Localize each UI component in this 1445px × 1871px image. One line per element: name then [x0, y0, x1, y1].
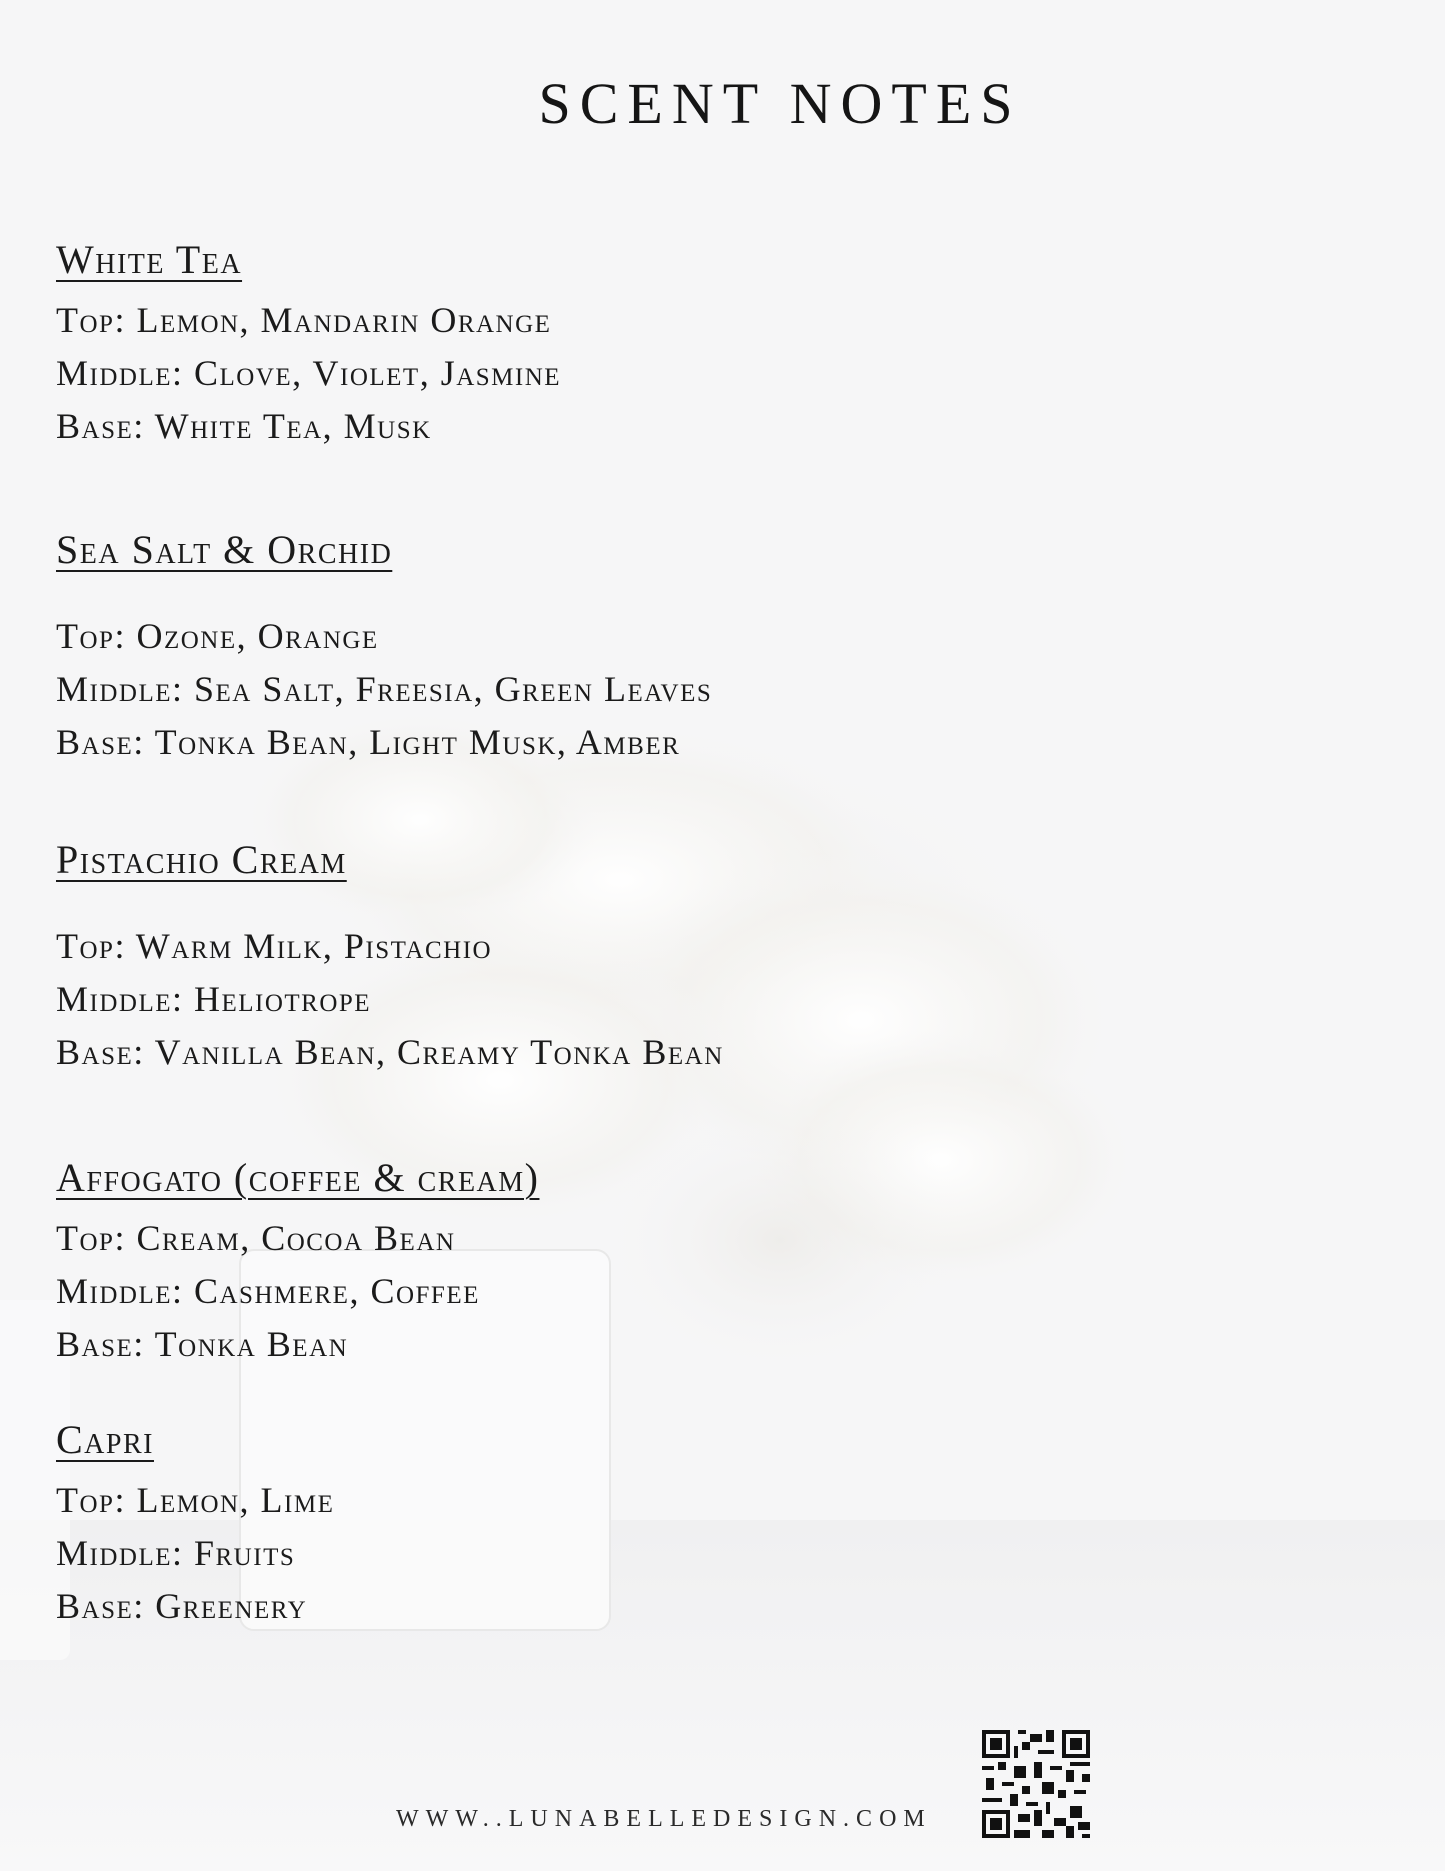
scent-name: White Tea: [56, 237, 243, 282]
page-title: SCENT NOTES: [538, 71, 1022, 136]
note-top: Top: Lemon, Lime: [56, 1480, 335, 1520]
note-middle: Middle: Fruits: [56, 1533, 296, 1573]
scent-white-tea: [56, 236, 561, 453]
note-base: Base: Vanilla Bean, Creamy Tonka Bean: [56, 1032, 724, 1072]
scent-name: Sea Salt & Orchid: [56, 527, 393, 572]
note-top: Top: Cream, Cocoa Bean: [56, 1218, 456, 1258]
note-middle: Middle: Sea Salt, Freesia, Green Leaves: [56, 669, 713, 709]
note-base: Base: Greenery: [56, 1586, 308, 1626]
scent-name: Capri: [56, 1417, 154, 1462]
qr-code-icon[interactable]: [982, 1730, 1090, 1838]
website-link[interactable]: WWW..LUNABELLEDESIGN.COM: [396, 1806, 932, 1832]
scent-pistachio-cream: [56, 836, 724, 1079]
scent-affogato: [56, 1154, 539, 1371]
scent-capri: [56, 1416, 334, 1633]
note-base: Base: Tonka Bean, Light Musk, Amber: [56, 722, 681, 762]
scent-sea-salt-orchid: [56, 526, 712, 769]
note-base: Base: White Tea, Musk: [56, 406, 432, 446]
note-middle: Middle: Cashmere, Coffee: [56, 1271, 480, 1311]
note-base: Base: Tonka Bean: [56, 1324, 349, 1364]
note-middle: Middle: Clove, Violet, Jasmine: [56, 353, 562, 393]
scent-name: Affogato (coffee & cream): [56, 1155, 540, 1200]
note-top: Top: Warm Milk, Pistachio: [56, 926, 493, 966]
note-top: Top: Ozone, Orange: [56, 616, 379, 656]
note-middle: Middle: Heliotrope: [56, 979, 372, 1019]
scent-name: Pistachio Cream: [56, 837, 347, 882]
note-top: Top: Lemon, Mandarin Orange: [56, 300, 552, 340]
